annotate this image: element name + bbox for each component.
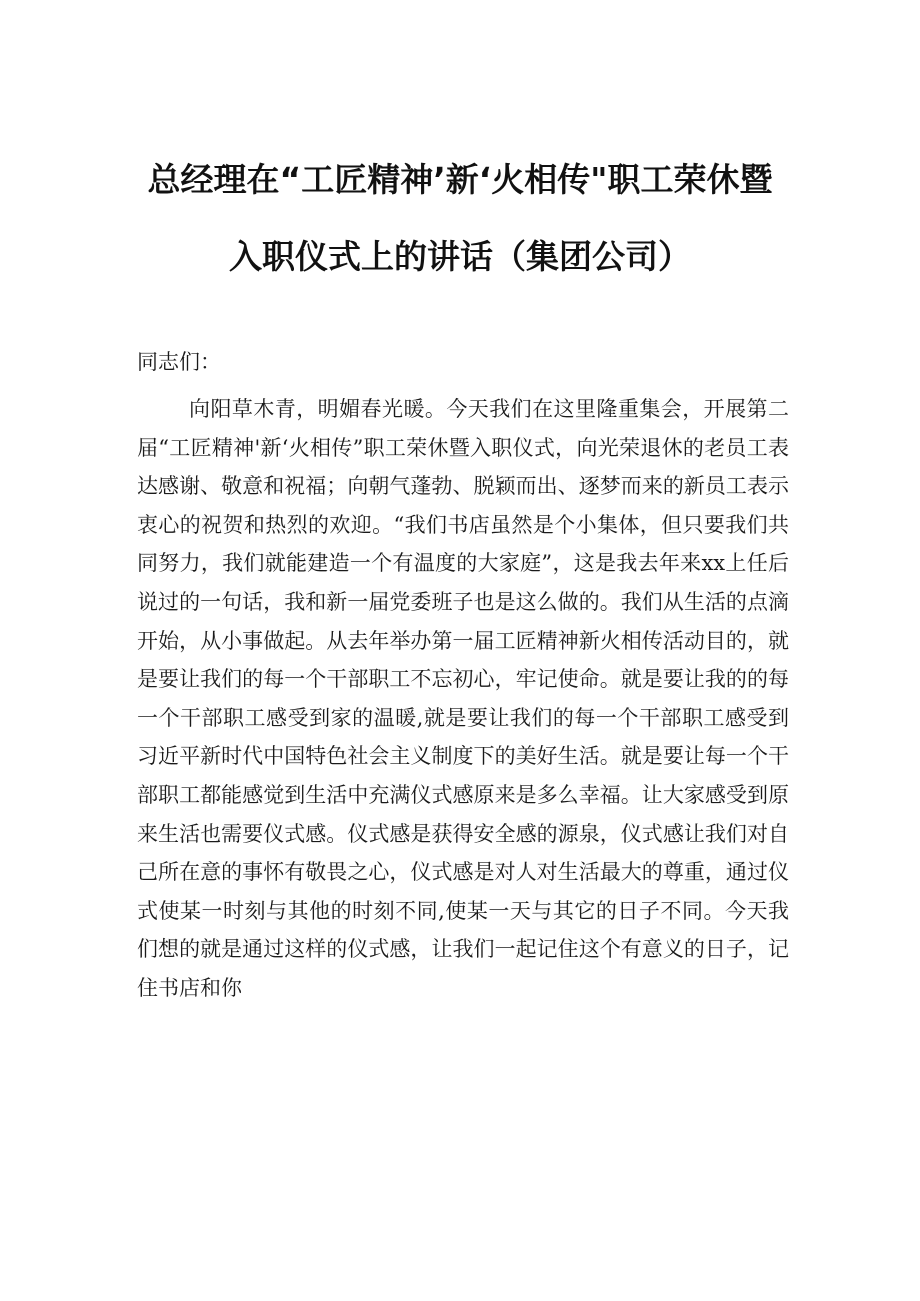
document-title-line-2: 入职仪式上的讲话（集团公司） bbox=[229, 237, 691, 276]
body-paragraph: 向阳草木青，明媚春光暖。今天我们在这里隆重集会，开展第二届“工匠精神'新‘火相传”职工荣休暨入职仪式，向光荣退休的老员工表达感谢、敬意和祝福；向朝气蓬勃、脱颖而出、逐梦而来的新员工表示衷心的祝贺和热烈的欢迎。“我们书店虽然是个小集体，但只要我们共同努力，我们就能建造一个有温度的大家庭”，这是我去年来xx上任后说过的一句话，我和新一届党委班子也是这么做的。我们从生活的点滴开始，从小事做起。从去年举办第一届工匠精神新火相传活动目的，就是要让我们的每一个干部职工不忘初心，牢记使命。就是要让我的的每一个干部职工感受到家的温暖,就是要让我们的每一个干部职工感受到习近平新时代中国特色社会主义制度下的美好生活。就是要让每一个干部职工都能感觉到生活中充满仪式感原来是多么幸福。让大家感受到原来生活也需要仪式感。仪式感是获得安全感的源泉，仪式感让我们对自己所在意的事怀有敬畏之心，仪式感是对人对生活最大的尊重，通过仪式使某一时刻与其他的时刻不同,使某一天与其它的日子不同。今天我们想的就是通过这样的仪式感，让我们一起记住这个有意义的日子，记住书店和你 bbox=[137, 397, 789, 1000]
salutation: 同志们： bbox=[137, 350, 221, 374]
document-title-line-1: 总经理在“工匠精神’新‘火相传"职工荣休暨 bbox=[147, 160, 773, 199]
